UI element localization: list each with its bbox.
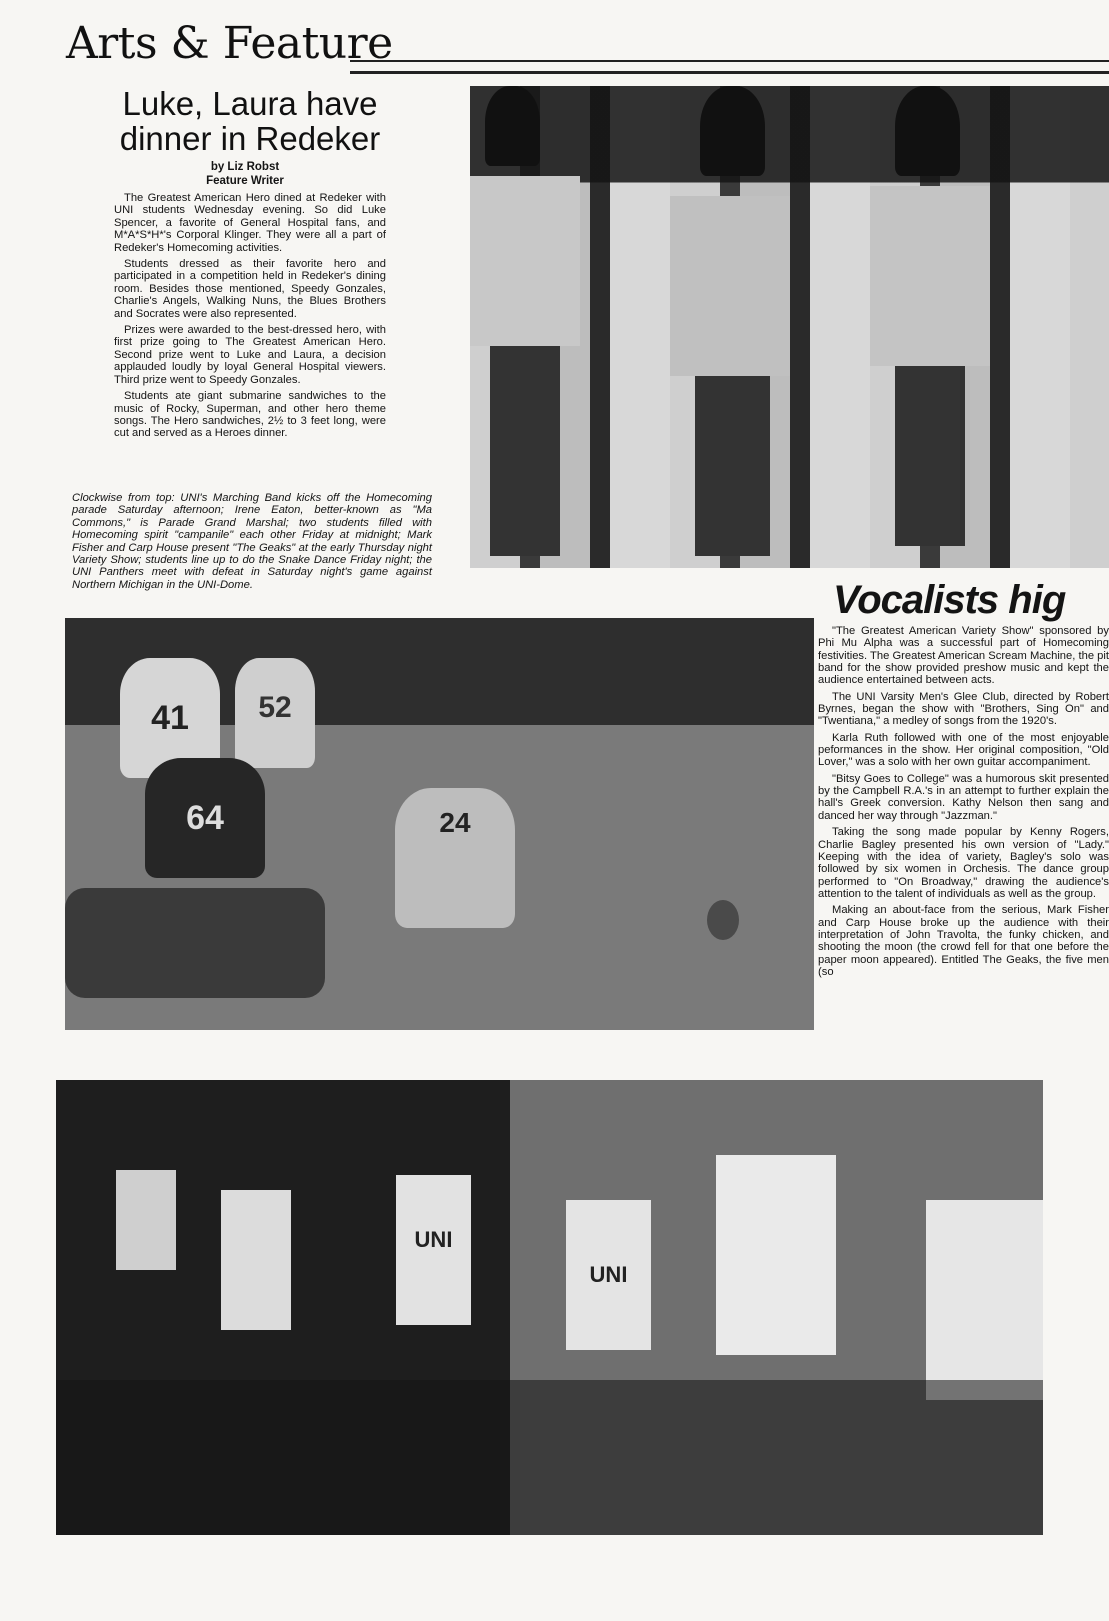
- football-ball: [707, 900, 739, 940]
- photo-marching-band: [470, 86, 1109, 568]
- trousers-shape: [895, 366, 965, 546]
- article-paragraph: The UNI Varsity Men's Glee Club, directed by Robert Byrnes, began the show with "Brothers, Sing On" and "Twentiana," a medley of songs from the 1920's.: [818, 690, 1109, 728]
- uniform-shape: [470, 176, 580, 346]
- trousers-shape: [490, 346, 560, 556]
- photo-football-game: [65, 618, 814, 1030]
- jersey-24: 24: [395, 788, 515, 928]
- floor-shadow: [56, 1380, 1043, 1535]
- article-paragraph: The Greatest American Hero dined at Redeker with UNI students Wednesday evening. So did Luke Spencer, a favorite of General Hospital fans, and M*A*S*H*'s Corporal Klinger. They were all a part of Redeker's Homecoming activities.: [114, 192, 386, 254]
- uni-shirt: UNI: [566, 1200, 651, 1350]
- jersey-64: 64: [145, 758, 265, 878]
- byline: [100, 160, 390, 188]
- pileup-shape: [65, 888, 325, 998]
- vocalists-article-body: [818, 625, 1109, 982]
- photo-snake-dance: [56, 1080, 1043, 1535]
- student-shape: [221, 1190, 291, 1330]
- photo-caption: Clockwise from top: UNI's Marching Band kicks off the Homecoming parade Saturday afternoon; Irene Eaton, better-known as "Ma Commons," is Parade Grand Marshal; two students filled with Homecoming spirit "campanile" each other Friday at midnight; Mark Fisher and Carp House present "The Geaks" at the early Thursday night Variety Show; students line up to do the Snake Dance Friday night; the UNI Panthers meet with defeat in Saturday night's game against Northern Michigan in the UNI-Dome.: [72, 492, 432, 591]
- article-paragraph: Students ate giant submarine sandwiches to the music of Rocky, Superman, and other hero theme songs. The Hero sandwiches, 2½ to 3 feet long, were cut and served as a Heroes dinner.: [114, 390, 386, 440]
- article-paragraph: Taking the song made popular by Kenny Rogers, Charlie Bagley presented his own version of "Lady." Keeping with the idea of variety, Bagley's solo was followed by six women in Orchesis. The dance group performed to "On Broadway," drawing the audience's attention to the talent of individuals as well as the group.: [818, 826, 1109, 900]
- bearskin-hat-shape: [895, 86, 960, 176]
- vocalists-headline: Vocalists hig: [833, 578, 1066, 622]
- jersey-52: 52: [235, 658, 315, 768]
- uniform-shape: [870, 186, 990, 366]
- student-shape: [116, 1170, 176, 1270]
- article-body: [114, 192, 386, 444]
- bearskin-hat-shape: [700, 86, 765, 176]
- article-paragraph: Prizes were awarded to the best-dressed hero, with first prize going to The Greatest American Hero. Second prize went to Luke and Laura, a decision applauded loudly by loyal General Hospital viewers. Third prize went to Speedy Gonzales.: [114, 324, 386, 386]
- article-paragraph: "Bitsy Goes to College" was a humorous skit presented by the Campbell R.A.'s in an attempt to further explain the hall's Greek conversion. Kathy Nelson then sang and danced her way through "Jazzman.": [818, 772, 1109, 822]
- section-title: Arts & Feature: [66, 18, 393, 69]
- uni-shirt: UNI: [396, 1175, 471, 1325]
- article-paragraph: Students dressed as their favorite hero and participated in a competition held in Redeker's dining room. Besides those mentioned, Speedy Gonzales, Charlie's Angels, Walking Nuns, the Blues Brothers and Socrates were also represented.: [114, 258, 386, 320]
- jersey-41: 41: [120, 658, 220, 778]
- article-paragraph: Karla Ruth followed with one of the most enjoyable peformances in the show. Her original composition, "Old Lover," was a solo with her own guitar accompaniment.: [818, 731, 1109, 769]
- byline-author: by Liz Robst: [210, 161, 280, 173]
- bearskin-hat-shape: [485, 86, 540, 166]
- student-shape: [926, 1200, 1043, 1400]
- student-shape: [716, 1155, 836, 1355]
- section-header-rule: [350, 60, 1109, 74]
- article-paragraph: "The Greatest American Variety Show" sponsored by Phi Mu Alpha was a successful part of Homecoming festivities. The Greatest American Scream Machine, the pit band for the show provided preshow music and kept the audience entertained between acts.: [818, 625, 1109, 687]
- trousers-shape: [695, 376, 770, 556]
- article-paragraph: Making an about-face from the serious, Mark Fisher and Carp House broke up the audience with their interpretation of John Travolta, the funky chicken, and shooting the moon (the crowd fell for that one before the paper moon appeared). Entitled The Geaks, the five men (so: [818, 904, 1109, 978]
- byline-role: Feature Writer: [206, 175, 284, 187]
- article-headline: Luke, Laura have dinner in Redeker: [119, 85, 381, 157]
- uniform-shape: [670, 196, 790, 376]
